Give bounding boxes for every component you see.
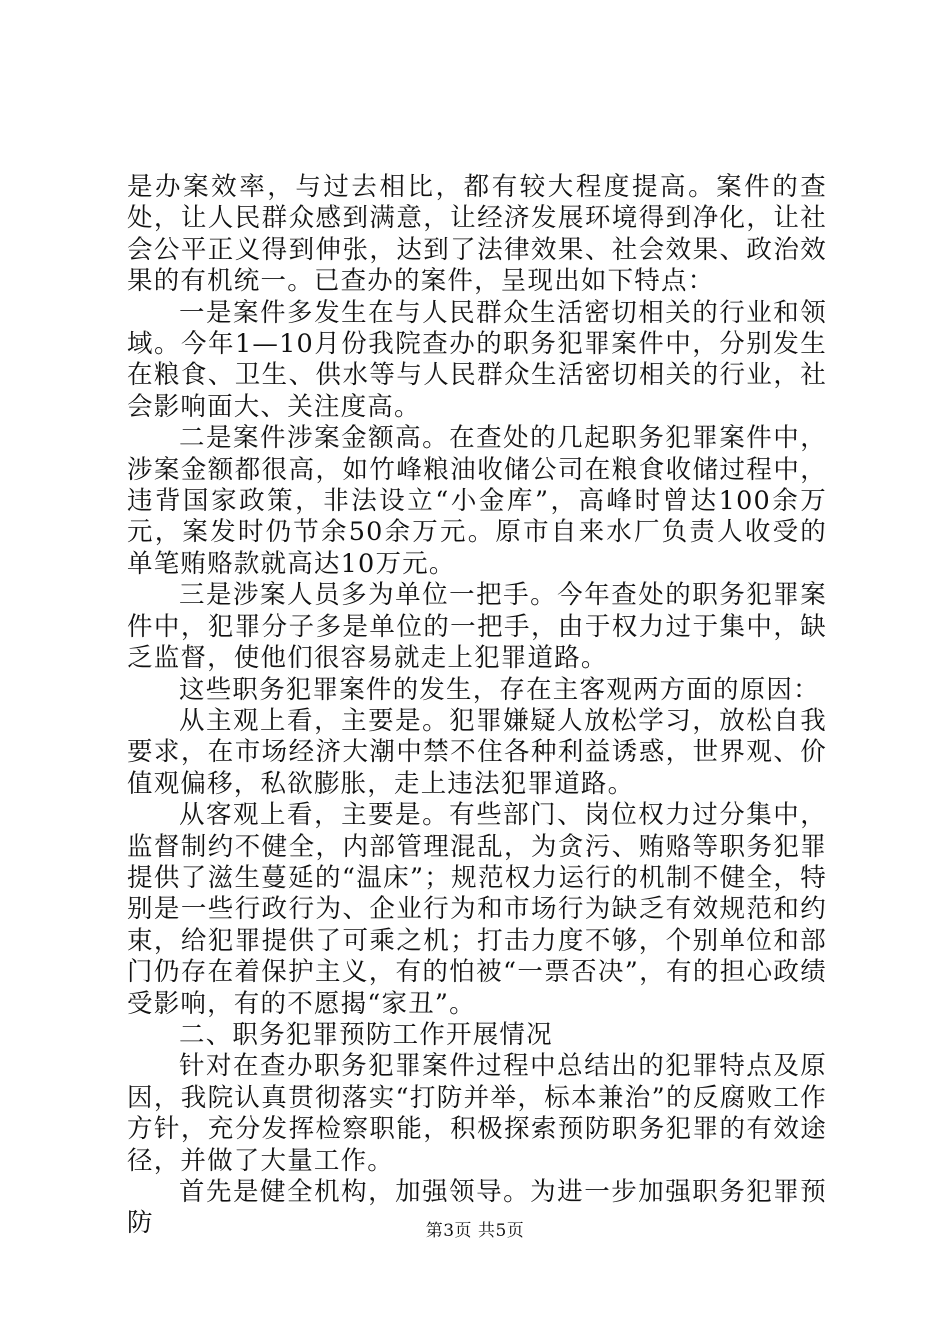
paragraph-7: 从客观上看，主要是。有些部门、岗位权力过分集中，监督制约不健全，内部管理混乱，为贪污、贿赂等职务犯罪提供了滋生蔓延的“温床”；规范权力运行的机制不健全，特别是一些行政行为、企业行为和市场行为缺乏有效规范和约束，给犯罪提供了可乘之机；打击力度不够，个别单位和部门仍存在着保护主义，有的怕被“一票否决”，有的担心政绩受影响，有的不愿揭“家丑”。: [127, 800, 827, 1019]
paragraph-3: 二是案件涉案金额高。在查处的几起职务犯罪案件中，涉案金额都很高，如竹峰粮油收储公司在粮食收储过程中，违背国家政策，非法设立“小金库”，高峰时曾达100余万元，案发时仍节余50余万元。原市自来水厂负责人收受的单笔贿赂款就高达10万元。: [127, 423, 827, 579]
paragraph-6: 从主观上看，主要是。犯罪嫌疑人放松学习，放松自我要求，在市场经济大潮中禁不住各种利益诱惑，世界观、价值观偏移，私欲膨胀，走上违法犯罪道路。: [127, 705, 827, 799]
page-number-footer: 第3页 共5页: [425, 1221, 525, 1241]
paragraph-8: 针对在查办职务犯罪案件过程中总结出的犯罪特点及原因，我院认真贯彻落实“打防并举，标本兼治”的反腐败工作方针，充分发挥检察职能，积极探索预防职务犯罪的有效途径，并做了大量工作。: [127, 1051, 827, 1176]
section-heading: 二、职务犯罪预防工作开展情况: [179, 1019, 553, 1050]
paragraph-5: 这些职务犯罪案件的发生，存在主客观两方面的原因：: [179, 674, 820, 705]
paragraph-2: 一是案件多发生在与人民群众生活密切相关的行业和领域。今年1—10月份我院查办的职务犯罪案件中，分别发生在粮食、卫生、供水等与人民群众生活密切相关的行业，社会影响面大、关注度高。: [127, 297, 827, 422]
paragraph-4: 三是涉案人员多为单位一把手。今年查处的职务犯罪案件中，犯罪分子多是单位的一把手，由于权力过于集中，缺乏监督，使他们很容易就走上犯罪道路。: [127, 580, 827, 674]
paragraph-1: 是办案效率，与过去相比，都有较大程度提高。案件的查处，让人民群众感到满意，让经济发展环境得到净化，让社会公平正义得到伸张，达到了法律效果、社会效果、政治效果的有机统一。已查办的案件，呈现出如下特点：: [127, 172, 827, 297]
document-body: [127, 172, 827, 1240]
paragraph-9: 首先是健全机构，加强领导。为进一步加强职务犯罪预防: [127, 1177, 827, 1239]
